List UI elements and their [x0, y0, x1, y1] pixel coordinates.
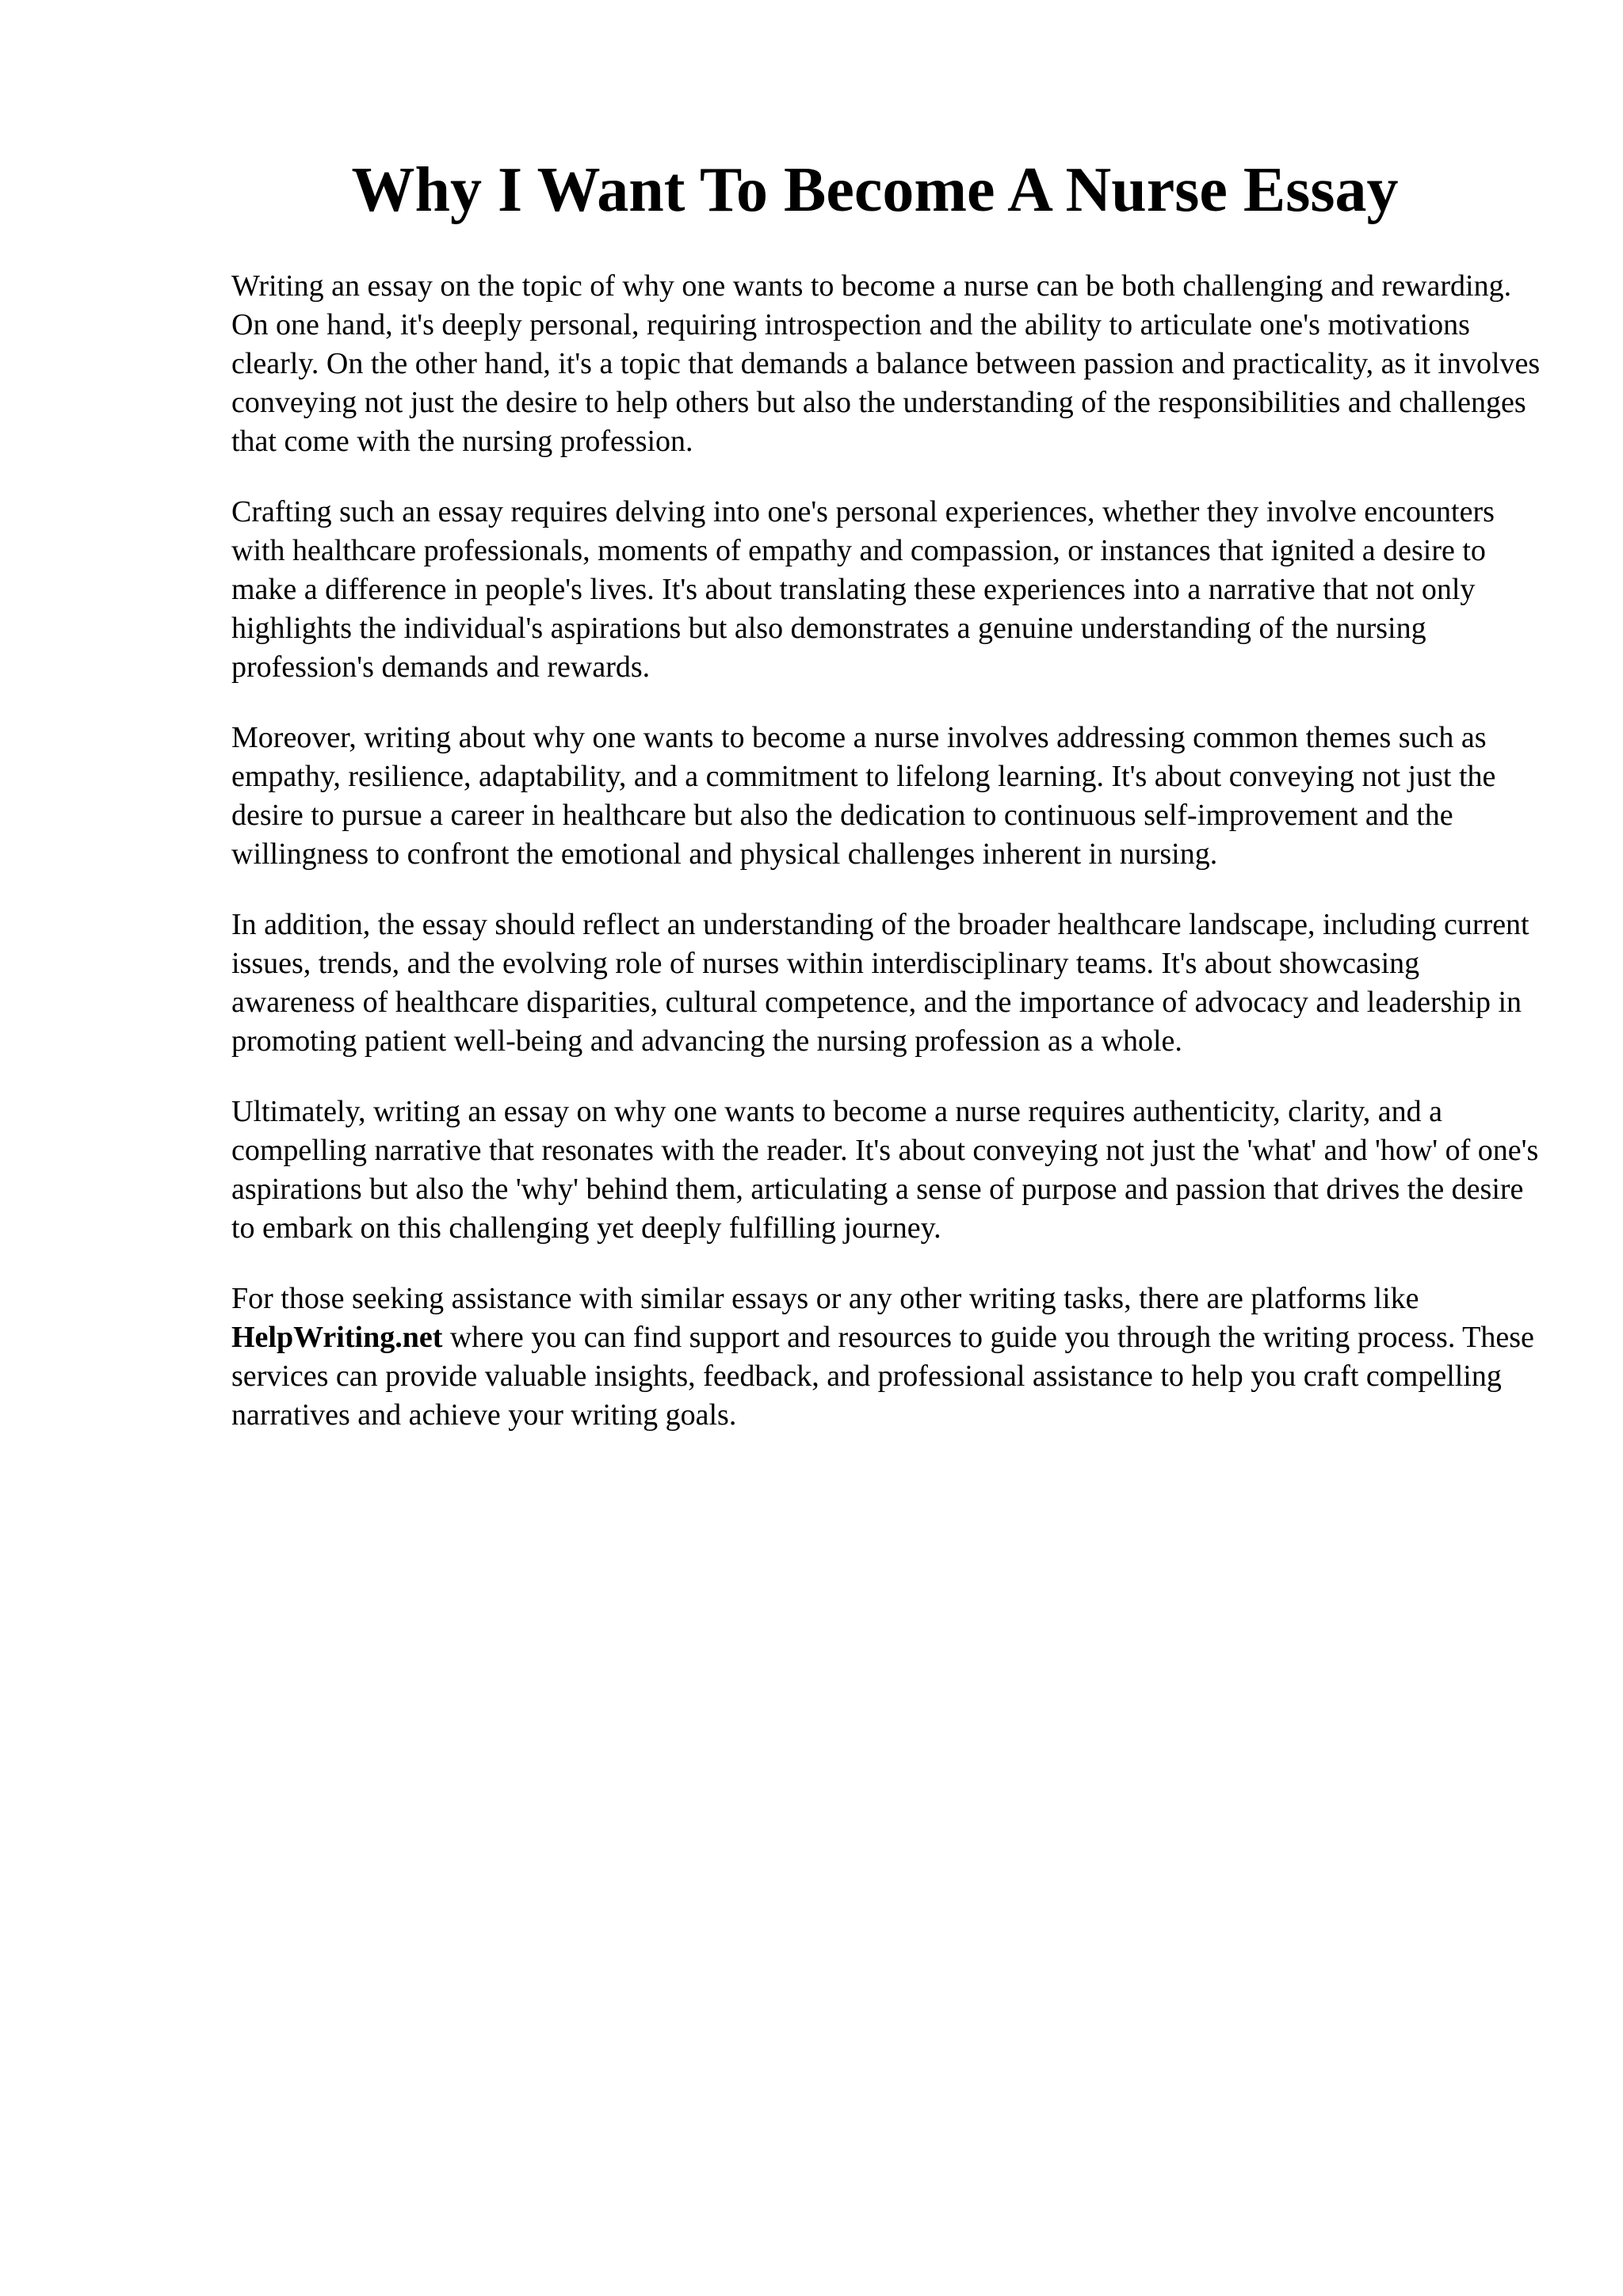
closing-text-before: For those seeking assistance with similar essays or any other writing tasks, there are platforms like [231, 1282, 1419, 1315]
essay-paragraph-1: Writing an essay on the topic of why one wants to become a nurse can be both challenging and rewarding. On one hand, it's deeply personal, requiring introspection and the ability to articulate one's motivations clearly. On the other hand, it's a topic that demands a balance between passion and practicality, as it involves conveying not just the desire to help others but also the understanding of the responsibilities and challenges that come with the nursing profession. [231, 269, 1541, 458]
essay-paragraph-4: In addition, the essay should reflect an understanding of the broader healthcare landscape, including current issues, trends, and the evolving role of nurses within interdisciplinary teams. It's about showcasing awareness of healthcare disparities, cultural competence, and the importance of advocacy and leadership in promoting patient well-being and advancing the nursing profession as a whole. [231, 908, 1529, 1058]
essay-body [231, 267, 1547, 1466]
brand-name: HelpWriting.net [231, 1321, 443, 1354]
essay-paragraph-3: Moreover, writing about why one wants to become a nurse involves addressing common themes such as empathy, resilience, adaptability, and a commitment to lifelong learning. It's about conveying not just the desire to pursue a career in healthcare but also the dedication to continuous self-improvement and the willingness to confront the emotional and physical challenges inherent in nursing. [231, 721, 1496, 871]
essay-paragraph-5: Ultimately, writing an essay on why one wants to become a nurse requires authenticity, clarity, and a compelling narrative that resonates with the reader. It's about conveying not just the 'what' and 'how' of one's aspirations but also the 'why' behind them, articulating a sense of purpose and passion that drives the desire to embark on this challenging yet deeply fulfilling journey. [231, 1095, 1539, 1245]
page-title: Why I Want To Become A Nurse Essay [351, 155, 1399, 225]
essay-paragraph-2: Crafting such an essay requires delving into one's personal experiences, whether they involve encounters with healthcare professionals, moments of empathy and compassion, or instances that ignited a desire to make a difference in people's lives. It's about translating these experiences into a narrative that not only highlights the individual's aspirations but also demonstrates a genuine understanding of the nursing profession's demands and rewards. [231, 495, 1495, 684]
closing-paragraph [231, 1280, 1547, 1435]
closing-text-after: where you can find support and resources to guide you through the writing process. These services can provide valuable insights, feedback, and professional assistance to help you craft compelling narratives and achieve your writing goals. [231, 1321, 1534, 1432]
